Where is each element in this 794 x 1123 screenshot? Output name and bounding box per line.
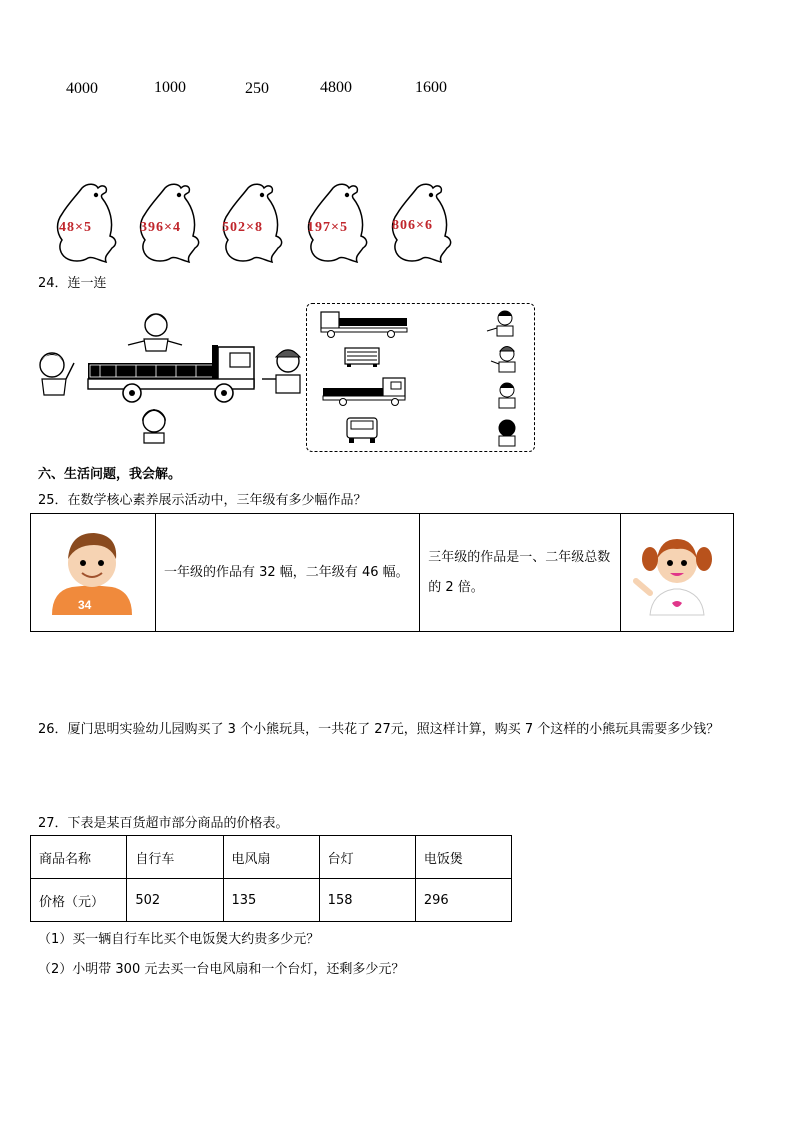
truck-side-icon [321,312,407,338]
question-25-title: 25．在数学核心素养展示活动中，三年级有多少幅作品？ [38,493,367,508]
table-cell: 自行车 [127,836,223,879]
section-6-title: 六、生活问题，我会解。 [38,467,182,482]
table-cell: 电饭煲 [415,836,511,879]
price-table-row [31,879,512,922]
table-cell: 价格（元） [31,879,127,922]
table-cell: 296 [415,879,511,922]
girl-top-icon [128,314,182,351]
table-cell: 158 [319,879,415,922]
girl-cell [621,514,734,632]
worker-right-icon [262,350,300,393]
girl-back-option-icon [499,420,515,446]
truck-back-top-icon [345,348,379,367]
ghost-card [387,182,455,264]
price-table [30,835,512,922]
table-cell: 电风扇 [223,836,319,879]
number-250: 250 [245,80,269,97]
girl-option-icon [487,311,513,336]
boy-cell [31,514,156,632]
question-25-table [30,513,734,632]
match-options-box [306,303,535,452]
table-cell: 商品名称 [31,836,127,879]
truck-scene [36,305,306,445]
ghost-card [303,182,371,264]
girl-bottom-icon [142,409,166,443]
question-24-title: 24．连一连 [38,276,107,291]
boy-left-icon [40,353,74,395]
ghost-card [135,182,203,264]
ghost-card [52,182,120,264]
question-27-sub-2: （2）小明带 300 元去买一台电风扇和一个台灯，还剩多少元？ [38,962,405,977]
ghost-expression: 396×4 [140,220,181,235]
match-options-illustration [307,304,534,451]
grade-3-works-text: 三年级的作品是一、二年级总数的 2 倍。 [428,549,611,595]
question-27-title: 27．下表是某百货超市部分商品的价格表。 [38,816,289,831]
ghost-expression: 48×5 [59,220,92,235]
table-cell: 台灯 [319,836,415,879]
ghost-expression: 502×8 [222,220,263,235]
table-cell: 135 [223,879,319,922]
right-text-cell [420,514,621,632]
ghost-card [218,182,286,264]
boy-shirt-number: 34 [78,598,92,612]
ghost-expression: 197×5 [307,220,348,235]
boy-avatar-icon [32,515,154,626]
boy-option-icon [499,383,515,408]
price-table-header-row [31,836,512,879]
number-1000: 1000 [154,79,186,96]
truck-scene-illustration [36,305,306,445]
grade-1-2-works-text: 一年级的作品有 32 幅，二年级有 46 幅。 [164,564,409,580]
number-4000: 4000 [66,80,98,97]
ghost-expression: 806×6 [392,218,433,233]
number-1600: 1600 [415,79,447,96]
question-27-sub-1: （1）买一辆自行车比买个电饭煲大约贵多少元？ [38,932,320,947]
truck-front-icon [347,418,377,443]
truck-side-large-icon [323,378,405,406]
table-cell: 502 [127,879,223,922]
question-26-title: 26．厦门思明实验幼儿园购买了 3 个小熊玩具，一共花了 27元，照这样计算，购买 7 个这样的小熊玩具需要多少钱？ [38,722,720,737]
number-4800: 4800 [320,79,352,96]
girl-avatar-icon [622,515,732,626]
worker-option-icon [491,347,515,373]
truck-icon [88,345,254,402]
left-text-cell [156,514,420,632]
